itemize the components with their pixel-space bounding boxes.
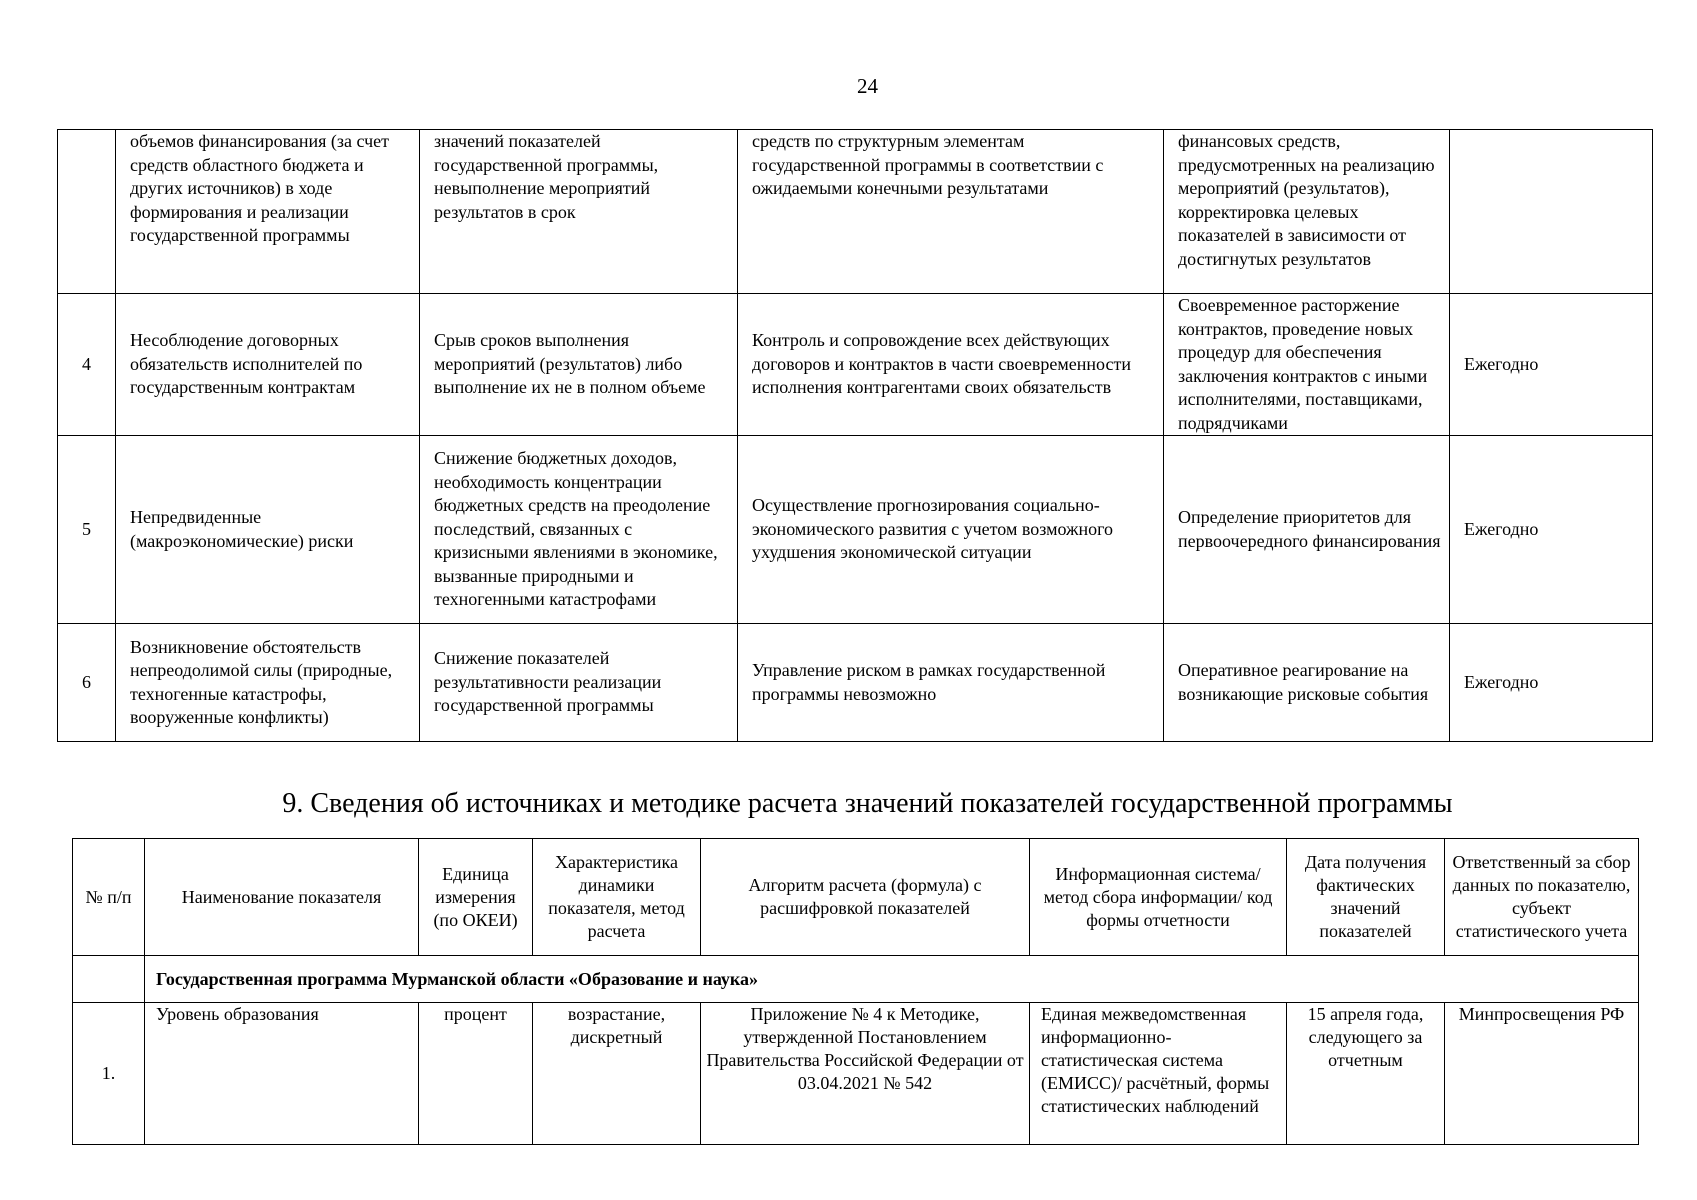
indicator-algorithm: Приложение № 4 к Методике, утвержденной Постановлением Правительства Российской Федерации от 03.04.2021 № 542 [701, 1003, 1030, 1145]
page-number: 24 [857, 74, 878, 98]
column-header-date: Дата получения фактических значений показателей [1287, 839, 1445, 956]
risk-consequences: значений показателей государственной программы, невыполнение мероприятий результатов в срок [420, 130, 738, 294]
header-row [73, 839, 1639, 956]
risk-name: Непредвиденные (макроэкономические) риски [116, 436, 420, 624]
risk-frequency: Ежегодно [1450, 436, 1653, 624]
risk-consequences: Снижение бюджетных доходов, необходимость концентрации бюджетных средств на преодоление последствий, связанных с кризисными явлениями в экономике, вызванные природными и техногенными катастрофами [420, 436, 738, 624]
table-row [73, 1003, 1639, 1145]
column-header-algorithm: Алгоритм расчета (формула) с расшифровкой показателей [701, 839, 1030, 956]
indicator-name: Уровень образования [145, 1003, 419, 1145]
risk-number: 5 [58, 436, 116, 624]
risk-mitigation: Оперативное реагирование на возникающие рисковые события [1164, 624, 1450, 742]
indicator-dynamics: возрастание, дискретный [533, 1003, 701, 1145]
risk-number: 4 [58, 294, 116, 436]
risk-prevention: Контроль и сопровождение всех действующих договоров и контрактов в части своевременности исполнения контрагентами своих обязательств [738, 294, 1164, 436]
risk-table [57, 129, 1653, 742]
indicator-responsible: Минпросвещения РФ [1445, 1003, 1639, 1145]
risk-prevention: средств по структурным элементам государственной программы в соответствии с ожидаемыми конечными результатами [738, 130, 1164, 294]
table-row [58, 294, 1653, 436]
risk-frequency [1450, 130, 1653, 294]
group-num-cell [73, 956, 145, 1003]
table-row [58, 130, 1653, 294]
group-title: Государственная программа Мурманской области «Образование и наука» [145, 956, 1639, 1003]
indicator-unit: процент [419, 1003, 533, 1145]
risk-name: Возникновение обстоятельств непреодолимой силы (природные, техногенные катастрофы, вооруженные конфликты) [116, 624, 420, 742]
risk-frequency: Ежегодно [1450, 294, 1653, 436]
risk-name: Несоблюдение договорных обязательств исполнителей по государственным контрактам [116, 294, 420, 436]
risk-mitigation: Своевременное расторжение контрактов, проведение новых процедур для обеспечения заключения контрактов с иными исполнителями, поставщиками, подрядчиками [1164, 294, 1450, 436]
risk-number [58, 130, 116, 294]
risk-name: объемов финансирования (за счет средств областного бюджета и других источников) в ходе формирования и реализации государственной программы [116, 130, 420, 294]
risk-prevention: Осуществление прогнозирования социально-экономического развития с учетом возможного ухудшения экономической ситуации [738, 436, 1164, 624]
indicator-num: 1. [73, 1003, 145, 1145]
column-header-responsible: Ответственный за сбор данных по показателю, субъект статистического учета [1445, 839, 1639, 956]
risk-consequences: Снижение показателей результативности реализации государственной программы [420, 624, 738, 742]
risk-prevention: Управление риском в рамках государственной программы невозможно [738, 624, 1164, 742]
table-row [58, 436, 1653, 624]
column-header-name: Наименование показателя [145, 839, 419, 956]
column-header-unit: Единица измерения (по ОКЕИ) [419, 839, 533, 956]
indicator-system: Единая межведомственная информационно-статистическая система (ЕМИСС)/ расчётный, формы статистических наблюдений [1030, 1003, 1287, 1145]
group-row [73, 956, 1639, 1003]
indicator-table [72, 838, 1639, 1145]
risk-number: 6 [58, 624, 116, 742]
risk-frequency: Ежегодно [1450, 624, 1653, 742]
risk-mitigation: финансовых средств, предусмотренных на реализацию мероприятий (результатов), корректировка целевых показателей в зависимости от достигнутых результатов [1164, 130, 1450, 294]
indicator-date: 15 апреля года, следующего за отчетным [1287, 1003, 1445, 1145]
column-header-system: Информационная система/ метод сбора информации/ код формы отчетности [1030, 839, 1287, 956]
table-row [58, 624, 1653, 742]
column-header-num: № п/п [73, 839, 145, 956]
risk-consequences: Срыв сроков выполнения мероприятий (результатов) либо выполнение их не в полном объеме [420, 294, 738, 436]
risk-mitigation: Определение приоритетов для первоочередного финансирования [1164, 436, 1450, 624]
section-heading: 9. Сведения об источниках и методике расчета значений показателей государственной программы [282, 788, 1453, 819]
column-header-dynamics: Характеристика динамики показателя, метод расчета [533, 839, 701, 956]
